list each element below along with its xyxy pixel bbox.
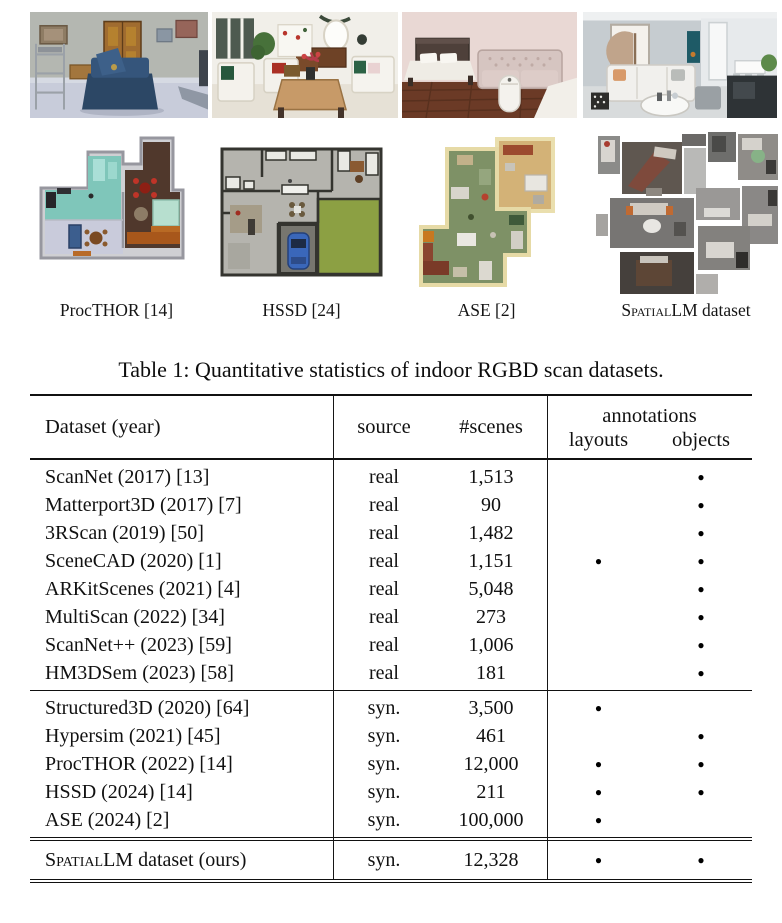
dataset-name: Hypersim (2021) [45] xyxy=(45,724,221,747)
hssd-floorplan xyxy=(220,147,383,277)
dataset-name: HSSD (2024) [14] xyxy=(45,780,193,803)
spatiallm-smallcaps: Spatial xyxy=(45,848,104,871)
objects-dot: ● xyxy=(697,728,705,743)
table-title: Table 1: Quantitative statistics of indoor RGBD scan datasets. xyxy=(118,357,664,382)
spatiallm-floorplan xyxy=(592,130,780,297)
table-row xyxy=(30,575,752,603)
source-value: real xyxy=(369,465,399,488)
scenes-value: 90 xyxy=(481,493,501,516)
objects-dot: ● xyxy=(697,525,705,540)
col-header-source: source xyxy=(357,415,411,438)
source-value: real xyxy=(369,521,399,544)
table-row xyxy=(30,806,752,834)
table-group-real xyxy=(30,460,752,690)
dataset-name: SceneCAD (2020) [1] xyxy=(45,549,222,572)
table-vertical-rule-2 xyxy=(547,396,548,879)
caption-procthor xyxy=(33,300,200,321)
hssd-floorplan-image xyxy=(220,147,383,277)
caption-spatiallm-rest: LM dataset xyxy=(671,300,751,320)
objects-dot: ● xyxy=(697,756,705,771)
scenes-value: 1,006 xyxy=(468,633,514,656)
dataset-name: Structured3D (2020) [64] xyxy=(45,696,250,719)
col-header-annotations: annotations xyxy=(602,405,697,427)
source-value: syn. xyxy=(367,696,401,719)
objects-dot: ● xyxy=(697,497,705,512)
source-value: real xyxy=(369,577,399,600)
scenes-value: 100,000 xyxy=(458,808,524,831)
layouts-dot: ● xyxy=(594,784,603,799)
layouts-dot: ● xyxy=(594,812,603,827)
caption-spatiallm-smallcaps: Spatial xyxy=(621,300,672,320)
col-header-layouts: layouts xyxy=(568,429,629,451)
table-group-synthetic xyxy=(30,690,752,837)
spatiallm-rest: LM dataset (ours) xyxy=(103,848,247,871)
dataset-name: ProcTHOR (2022) [14] xyxy=(45,752,233,775)
table-final-row-section xyxy=(30,837,752,879)
objects-dot: ● xyxy=(697,581,705,596)
dataset-name: ScanNet (2017) [13] xyxy=(45,465,210,488)
dataset-name xyxy=(30,849,333,872)
source-value: syn. xyxy=(367,780,401,803)
scenes-value: 181 xyxy=(476,661,506,684)
procthor-floorplan xyxy=(33,132,200,270)
caption-ase xyxy=(413,300,560,321)
col-header-objects: objects xyxy=(671,429,731,451)
ase-floorplan-image xyxy=(413,135,560,290)
dataset-statistics-table xyxy=(30,394,752,883)
table-row xyxy=(30,491,752,519)
spatiallm-floorplan-image xyxy=(592,130,780,297)
table-row xyxy=(30,547,752,575)
ase-room-scene xyxy=(402,12,577,118)
objects-dot: ● xyxy=(697,637,705,652)
source-value: syn. xyxy=(367,808,401,831)
layouts-dot: ● xyxy=(594,756,603,771)
scenes-value: 1,151 xyxy=(468,549,514,572)
table-vertical-rule-1 xyxy=(333,396,334,879)
ase-floorplan xyxy=(413,135,560,290)
caption-hssd xyxy=(220,300,383,321)
scenes-value: 461 xyxy=(476,724,506,747)
dataset-name: MultiScan (2022) [34] xyxy=(45,605,225,628)
objects-dot: ● xyxy=(697,553,705,568)
layouts-dot: ● xyxy=(594,700,603,715)
dataset-name: Matterport3D (2017) [7] xyxy=(45,493,242,516)
scenes-value: 1,482 xyxy=(468,521,514,544)
scenes-value: 12,328 xyxy=(463,848,519,871)
objects-dot: ● xyxy=(697,784,705,799)
table-row xyxy=(30,631,752,659)
table-row xyxy=(30,694,752,722)
table-row xyxy=(30,722,752,750)
scenes-value: 211 xyxy=(476,780,506,803)
table-row-spatiallm xyxy=(30,846,752,874)
source-value: syn. xyxy=(367,724,401,747)
caption-spatiallm xyxy=(592,300,780,321)
dataset-name: 3RScan (2019) [50] xyxy=(45,521,204,544)
col-header-scenes: #scenes xyxy=(459,415,523,438)
caption-hssd-label: HSSD [24] xyxy=(262,300,341,320)
objects-dot: ● xyxy=(697,609,705,624)
procthor-render-image xyxy=(30,12,208,118)
scenes-value: 3,500 xyxy=(468,696,514,719)
source-value: real xyxy=(369,549,399,572)
ase-render-image xyxy=(402,12,577,118)
objects-dot: ● xyxy=(697,665,705,680)
source-value: real xyxy=(369,493,399,516)
col-header-dataset: Dataset (year) xyxy=(45,415,161,438)
scenes-value: 12,000 xyxy=(463,752,519,775)
scenes-value: 1,513 xyxy=(468,465,514,488)
dataset-name: HM3DSem (2023) [58] xyxy=(45,661,234,684)
procthor-floorplan-image xyxy=(33,132,200,270)
objects-dot: ● xyxy=(697,469,705,484)
hssd-render-image xyxy=(212,12,398,118)
objects-dot: ● xyxy=(697,852,705,867)
table-row xyxy=(30,750,752,778)
table-row xyxy=(30,603,752,631)
hssd-room-scene xyxy=(212,12,398,118)
spatiallm-render-image xyxy=(583,12,777,118)
source-value: real xyxy=(369,633,399,656)
scenes-value: 273 xyxy=(476,605,506,628)
table-row xyxy=(30,463,752,491)
source-value: syn. xyxy=(367,848,401,871)
layouts-dot: ● xyxy=(594,852,603,867)
dataset-name: ARKitScenes (2021) [4] xyxy=(45,577,241,600)
procthor-room-scene xyxy=(30,12,208,118)
source-value: real xyxy=(369,661,399,684)
source-value: syn. xyxy=(367,752,401,775)
layouts-dot: ● xyxy=(594,553,603,568)
table-row xyxy=(30,659,752,687)
source-value: real xyxy=(369,605,399,628)
spatiallm-room-scene xyxy=(583,12,777,118)
dataset-name: ASE (2024) [2] xyxy=(45,808,170,831)
caption-procthor-label: ProcTHOR [14] xyxy=(59,300,174,320)
table-row xyxy=(30,778,752,806)
table-header-row xyxy=(30,396,752,460)
caption-ase-label: ASE [2] xyxy=(457,300,516,320)
scenes-value: 5,048 xyxy=(468,577,514,600)
table-row xyxy=(30,519,752,547)
dataset-name: ScanNet++ (2023) [59] xyxy=(45,633,232,656)
